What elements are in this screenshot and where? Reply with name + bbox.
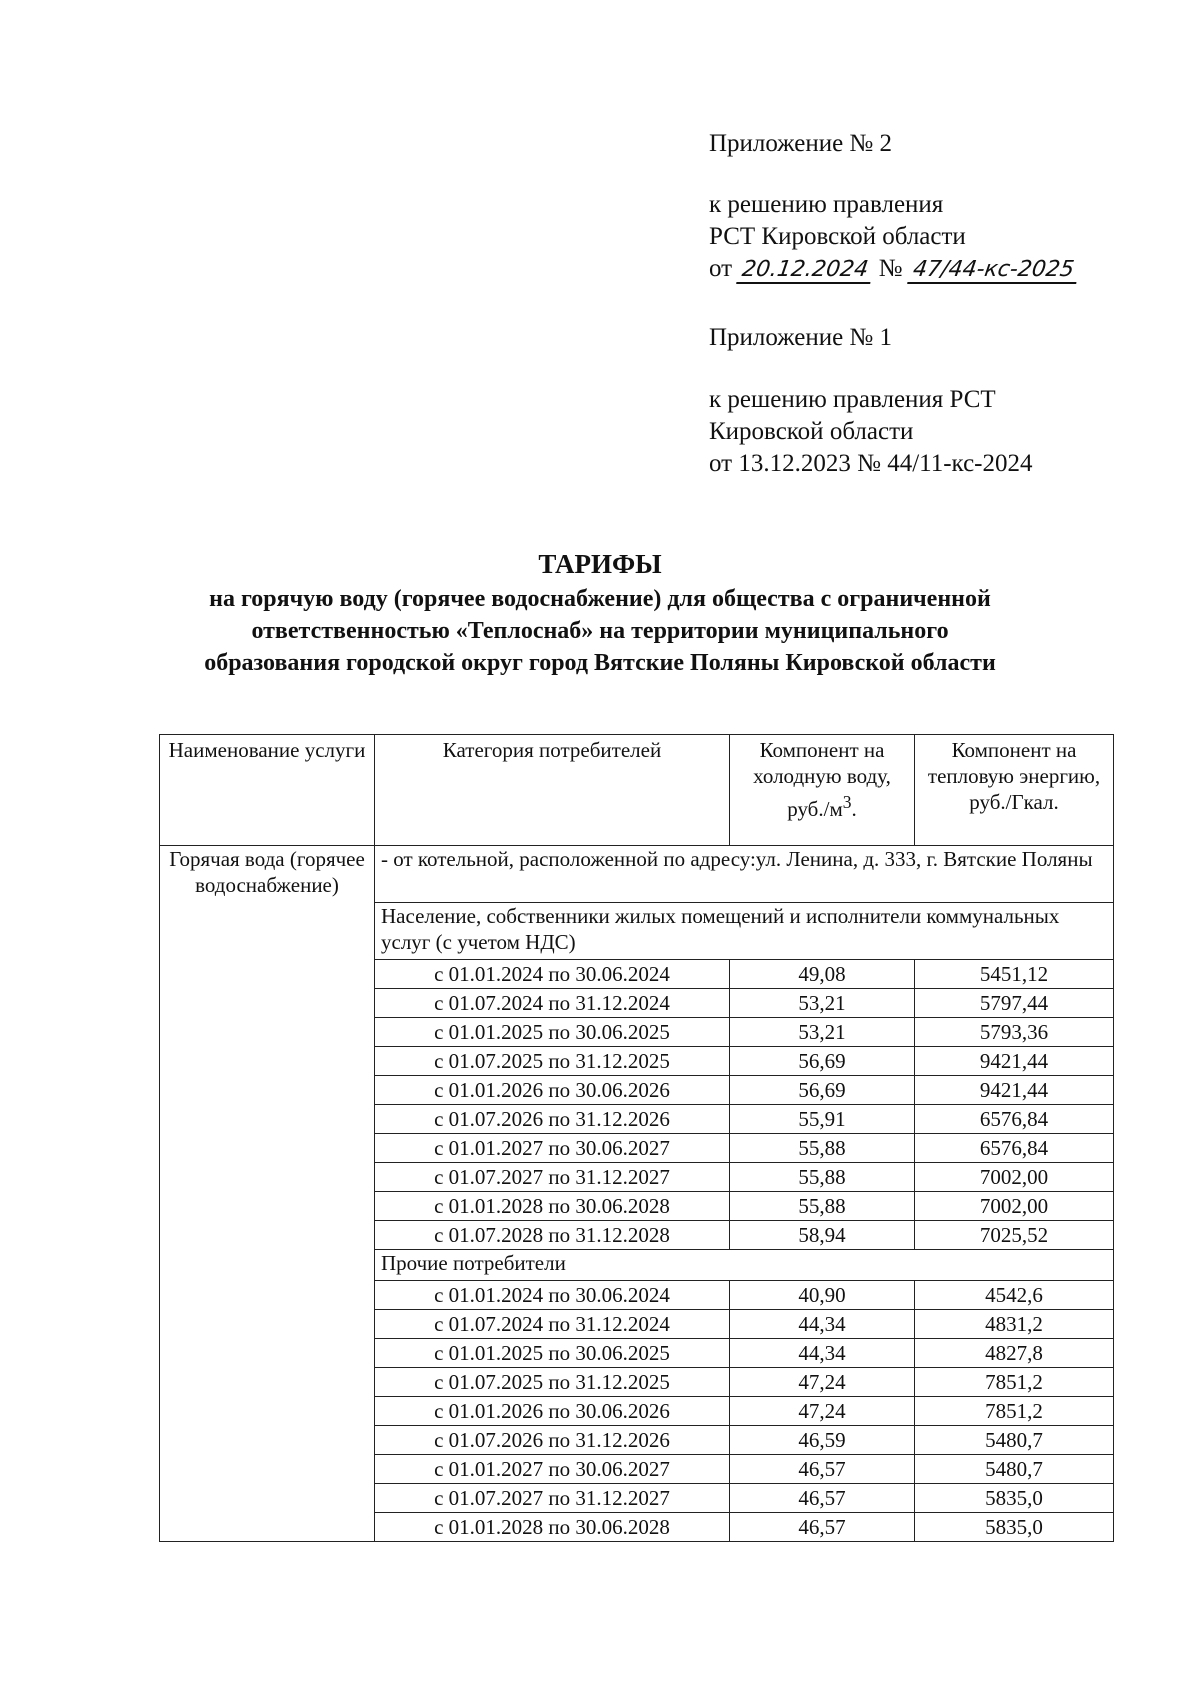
consumer-category: Население, собственники жилых помещений и исполнители коммунальных услуг (с учетом НДС) xyxy=(375,903,1114,960)
cold-water-cell: 53,21 xyxy=(730,1018,915,1047)
appendix-2-header xyxy=(709,128,892,160)
appendix-2-title: Приложение № 2 xyxy=(709,130,893,157)
heading-line-1: на горячую воду (горячее водоснабжение) для общества с ограниченной xyxy=(209,586,991,612)
header-cold-water-superscript: 3 xyxy=(842,792,852,812)
heading-line-3: образования городской округ город Вятские Поляны Кировской области xyxy=(204,650,996,676)
table-header-row xyxy=(160,735,1114,846)
handwritten-number: 47/44-кс-2025 xyxy=(907,258,1079,284)
tariff-body xyxy=(160,846,1114,1542)
header-category: Категория потребителей xyxy=(375,735,730,846)
source-row xyxy=(160,846,1114,903)
period-cell: с 01.01.2024 по 30.06.2024 xyxy=(375,1281,730,1310)
cold-water-cell: 44,34 xyxy=(730,1339,915,1368)
heat-energy-cell: 9421,44 xyxy=(915,1076,1114,1105)
cold-water-cell: 55,88 xyxy=(730,1163,915,1192)
cold-water-cell: 56,69 xyxy=(730,1076,915,1105)
cold-water-cell: 49,08 xyxy=(730,960,915,989)
cold-water-cell: 55,88 xyxy=(730,1192,915,1221)
period-cell: с 01.07.2024 по 31.12.2024 xyxy=(375,1310,730,1339)
appendix-2-date-line xyxy=(709,253,1077,285)
header-service: Наименование услуги xyxy=(160,735,375,846)
cold-water-cell: 53,21 xyxy=(730,989,915,1018)
period-cell: с 01.01.2027 по 30.06.2027 xyxy=(375,1455,730,1484)
appendix-1-line-1: к решению правления РСТ xyxy=(709,386,996,413)
service-name: Горячая вода (горячее водоснабжение) xyxy=(160,846,375,1542)
consumer-category: Прочие потребители xyxy=(375,1250,1114,1281)
period-cell: с 01.07.2027 по 31.12.2027 xyxy=(375,1484,730,1513)
heat-energy-cell: 4542,6 xyxy=(915,1281,1114,1310)
source-description: - от котельной, расположенной по адресу:ул. Ленина, д. 333, г. Вятские Поляны xyxy=(375,846,1114,903)
cold-water-cell: 47,24 xyxy=(730,1397,915,1426)
cold-water-cell: 47,24 xyxy=(730,1368,915,1397)
cold-water-cell: 46,59 xyxy=(730,1426,915,1455)
appendix-2-reference xyxy=(709,189,1077,285)
heat-energy-cell: 5835,0 xyxy=(915,1513,1114,1542)
appendix-2-line-2: РСТ Кировской области xyxy=(709,223,966,250)
cold-water-cell: 58,94 xyxy=(730,1221,915,1250)
appendix-1-line-3: от 13.12.2023 № 44/11-кс-2024 xyxy=(709,450,1033,477)
period-cell: с 01.01.2026 по 30.06.2026 xyxy=(375,1076,730,1105)
appendix-1-header xyxy=(709,322,892,354)
cold-water-cell: 56,69 xyxy=(730,1047,915,1076)
cold-water-cell: 55,91 xyxy=(730,1105,915,1134)
cold-water-cell: 40,90 xyxy=(730,1281,915,1310)
period-cell: с 01.07.2024 по 31.12.2024 xyxy=(375,989,730,1018)
period-cell: с 01.01.2026 по 30.06.2026 xyxy=(375,1397,730,1426)
header-cold-water-period: . xyxy=(851,797,857,821)
period-cell: с 01.07.2027 по 31.12.2027 xyxy=(375,1163,730,1192)
heat-energy-cell: 4831,2 xyxy=(915,1310,1114,1339)
date-prefix: от xyxy=(709,255,733,282)
period-cell: с 01.07.2025 по 31.12.2025 xyxy=(375,1368,730,1397)
heat-energy-cell: 7002,00 xyxy=(915,1163,1114,1192)
appendix-1-title: Приложение № 1 xyxy=(709,324,893,351)
period-cell: с 01.07.2028 по 31.12.2028 xyxy=(375,1221,730,1250)
period-cell: с 01.01.2025 по 30.06.2025 xyxy=(375,1339,730,1368)
number-prefix: № xyxy=(878,255,903,282)
cold-water-cell: 55,88 xyxy=(730,1134,915,1163)
period-cell: с 01.01.2028 по 30.06.2028 xyxy=(375,1513,730,1542)
handwritten-date: 20.12.2024 xyxy=(737,258,875,284)
period-cell: с 01.01.2025 по 30.06.2025 xyxy=(375,1018,730,1047)
heat-energy-cell: 5793,36 xyxy=(915,1018,1114,1047)
cold-water-cell: 44,34 xyxy=(730,1310,915,1339)
period-cell: с 01.07.2025 по 31.12.2025 xyxy=(375,1047,730,1076)
period-cell: с 01.01.2028 по 30.06.2028 xyxy=(375,1192,730,1221)
heat-energy-cell: 6576,84 xyxy=(915,1134,1114,1163)
heat-energy-cell: 7851,2 xyxy=(915,1368,1114,1397)
header-heat: Компонент на тепловую энергию, руб./Гкал. xyxy=(915,735,1114,846)
appendix-1-line-2: Кировской области xyxy=(709,418,914,445)
tariff-table xyxy=(159,734,1114,1542)
appendix-1-reference xyxy=(709,384,1033,480)
period-cell: с 01.07.2026 по 31.12.2026 xyxy=(375,1105,730,1134)
heat-energy-cell: 5835,0 xyxy=(915,1484,1114,1513)
cold-water-cell: 46,57 xyxy=(730,1484,915,1513)
document-heading xyxy=(100,547,1100,679)
heat-energy-cell: 7025,52 xyxy=(915,1221,1114,1250)
cold-water-cell: 46,57 xyxy=(730,1455,915,1484)
document-title: ТАРИФЫ xyxy=(538,549,662,579)
period-cell: с 01.01.2024 по 30.06.2024 xyxy=(375,960,730,989)
header-cold-water xyxy=(730,735,915,846)
heat-energy-cell: 9421,44 xyxy=(915,1047,1114,1076)
heat-energy-cell: 5480,7 xyxy=(915,1455,1114,1484)
appendix-2-line-1: к решению правления xyxy=(709,191,944,218)
heading-line-2: ответственностью «Теплоснаб» на территории муниципального xyxy=(251,618,949,644)
heat-energy-cell: 5480,7 xyxy=(915,1426,1114,1455)
heat-energy-cell: 5797,44 xyxy=(915,989,1114,1018)
heat-energy-cell: 7851,2 xyxy=(915,1397,1114,1426)
heat-energy-cell: 4827,8 xyxy=(915,1339,1114,1368)
header-cold-water-label: Компонент на холодную воду, руб./м xyxy=(753,738,891,821)
period-cell: с 01.07.2026 по 31.12.2026 xyxy=(375,1426,730,1455)
period-cell: с 01.01.2027 по 30.06.2027 xyxy=(375,1134,730,1163)
heat-energy-cell: 5451,12 xyxy=(915,960,1114,989)
heat-energy-cell: 7002,00 xyxy=(915,1192,1114,1221)
heat-energy-cell: 6576,84 xyxy=(915,1105,1114,1134)
cold-water-cell: 46,57 xyxy=(730,1513,915,1542)
